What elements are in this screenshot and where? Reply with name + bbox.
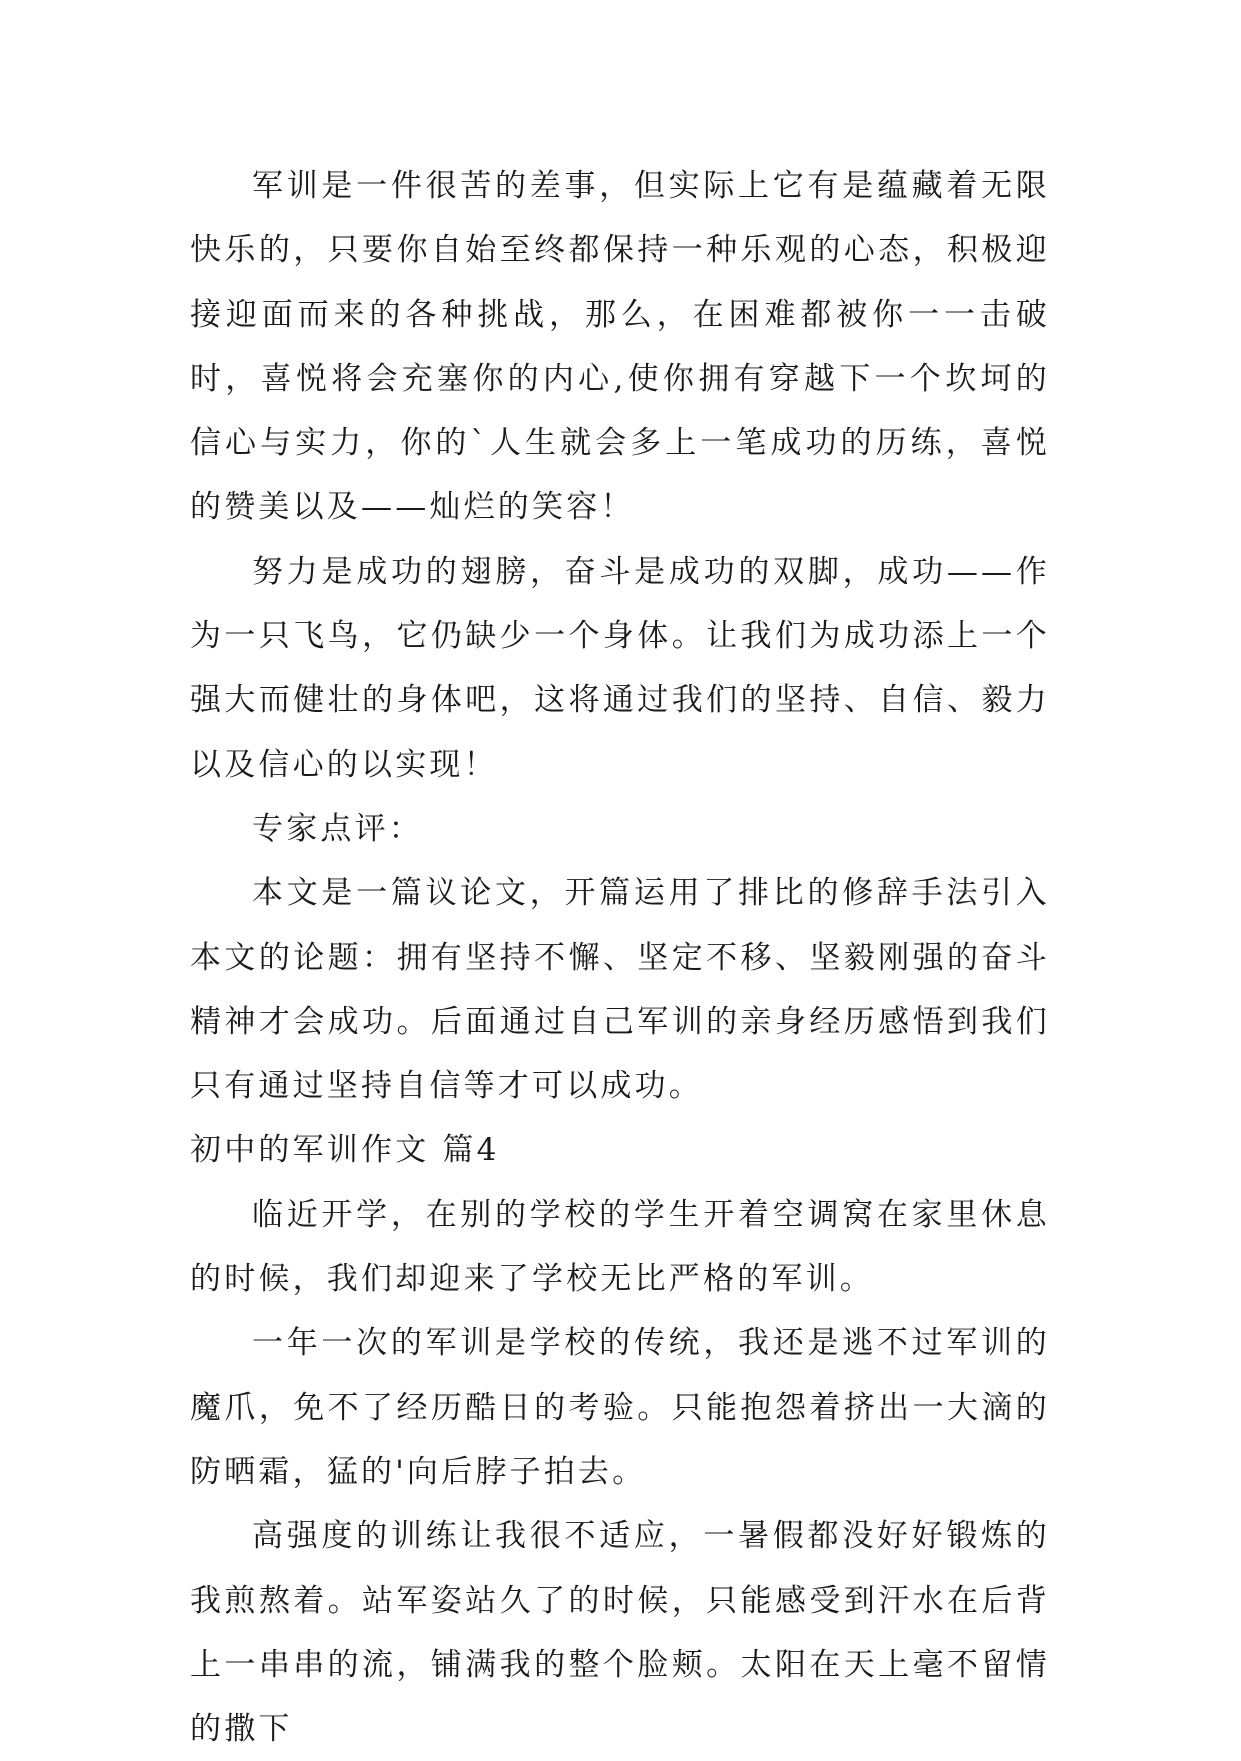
paragraph-expert-comment: 本文是一篇议论文，开篇运用了排比的修辞手法引入本文的论题：拥有坚持不懈、坚定不移、坚毅刚强的奋斗精神才会成功。后面通过自己军训的亲身经历感悟到我们只有通过坚持自信等才可以成功。 [190, 875, 1050, 1105]
document-body [190, 154, 1050, 1761]
paragraph-expert-comment-label: 专家点评： [252, 810, 423, 847]
paragraph-annual-training: 一年一次的军训是学校的传统，我还是逃不过军训的魔爪，免不了经历酷日的考验。只能抱怨着挤出一大滴的防晒霜，猛的'向后脖子拍去。 [190, 1325, 1050, 1490]
paragraph-school-start: 临近开学，在别的学校的学生开着空调窝在家里休息的时候，我们却迎来了学校无比严格的军训。 [190, 1196, 1050, 1298]
paragraph-intense-training: 高强度的训练让我很不适应，一暑假都没好好锻炼的我煎熬着。站军姿站久了的时候，只能感受到汗水在后背上一串串的流，铺满我的整个脸颊。太阳在天上毫不留情的撒下 [190, 1518, 1050, 1748]
paragraph-effort-success: 努力是成功的翅膀，奋斗是成功的双脚，成功——作为一只飞鸟，它仍缺少一个身体。让我们为成功添上一个强大而健壮的身体吧，这将通过我们的坚持、自信、毅力以及信心的以实现！ [190, 553, 1050, 783]
essay-heading: 初中的军训作文 篇4 [190, 1132, 500, 1169]
paragraph-military-training-joy: 军训是一件很苦的差事，但实际上它有是蕴藏着无限快乐的，只要你自始至终都保持一种乐观的心态，积极迎接迎面而来的各种挑战，那么，在困难都被你一一击破时，喜悦将会充塞你的内心,使你拥有穿越下一个坎坷的信心与实力，你的`人生就会多上一笔成功的历练，喜悦的赞美以及——灿烂的笑容！ [190, 168, 1050, 526]
